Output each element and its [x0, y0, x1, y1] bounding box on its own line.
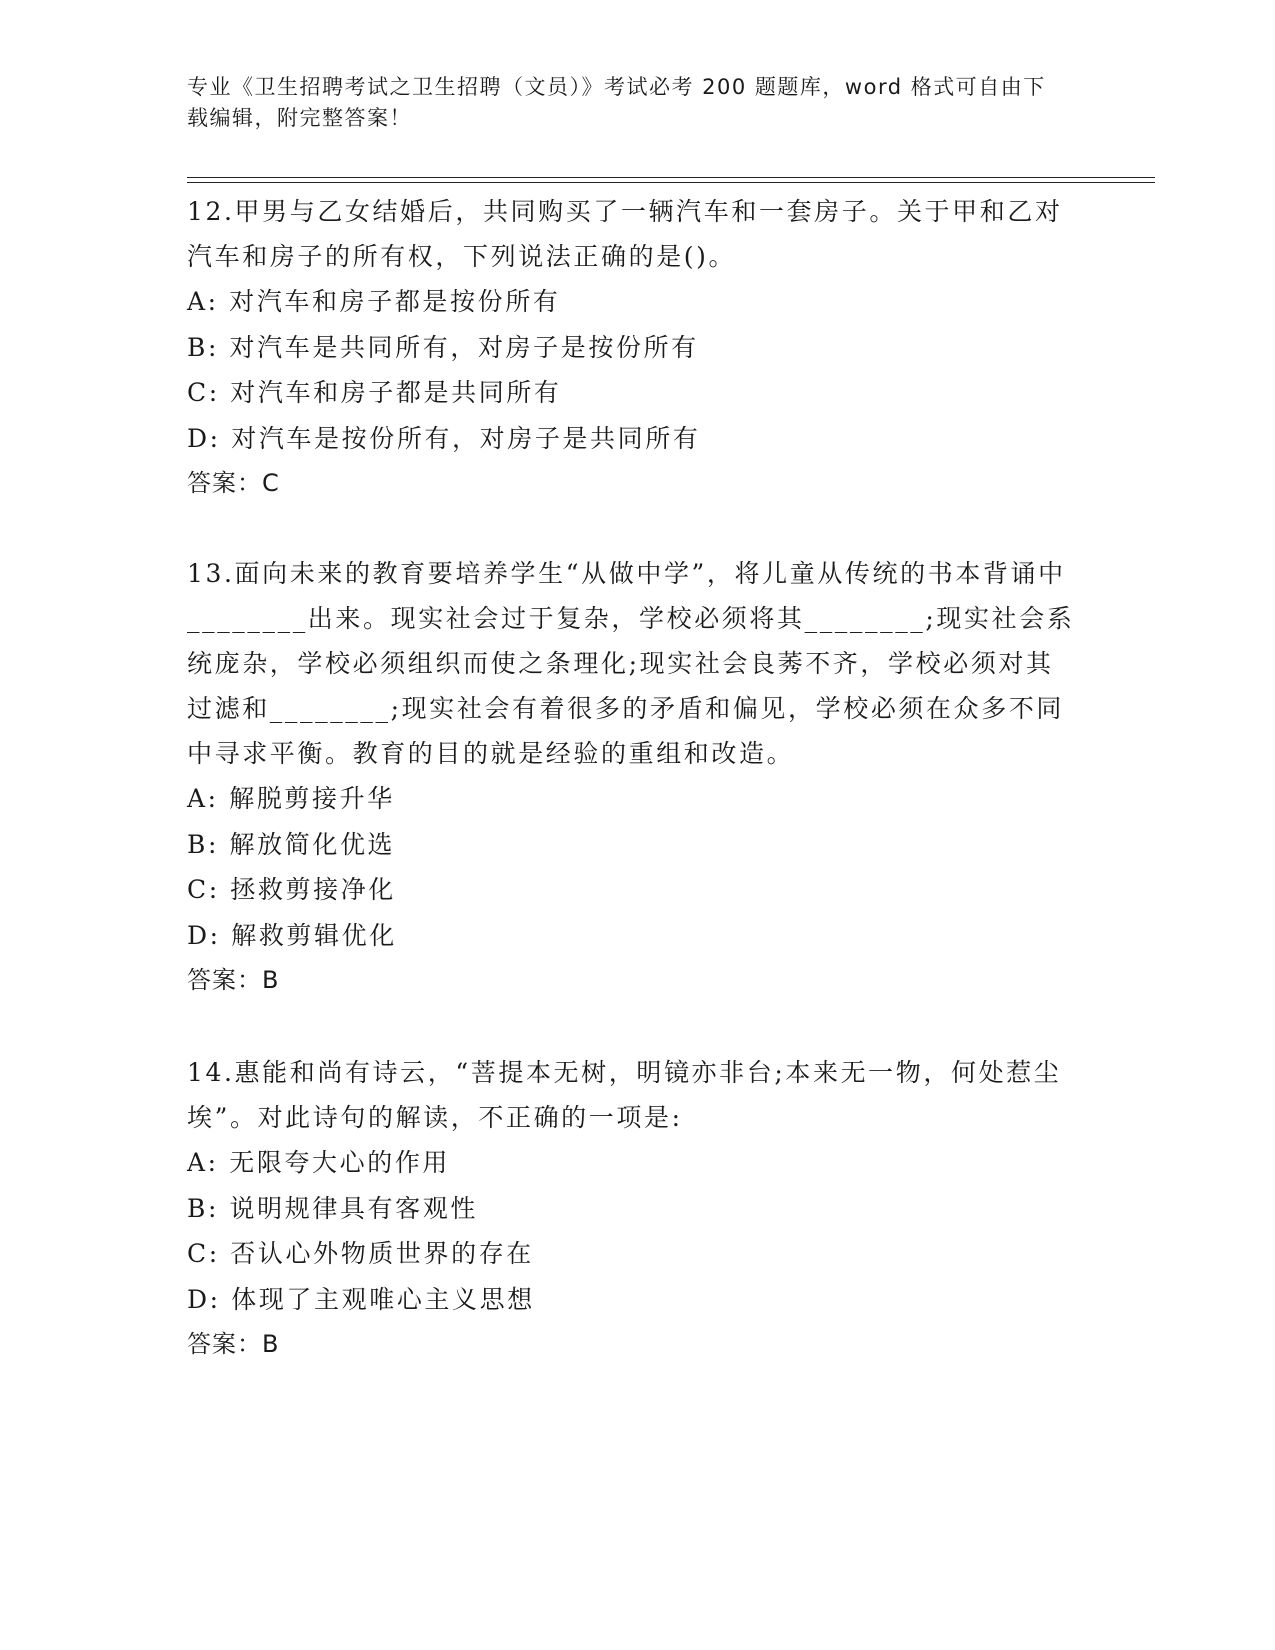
- question-text: 12.甲男与乙女结婚后，共同购买了一辆汽车和一套房子。关于甲和乙对汽车和房子的所有权，下列说法正确的是()。: [187, 197, 1063, 271]
- option-d: D: 对汽车是按份所有，对房子是共同所有: [187, 423, 701, 453]
- answer: 答案：B: [187, 1330, 280, 1358]
- question-13: [187, 551, 1077, 1003]
- header-rule-bottom: [187, 182, 1155, 183]
- option-c: C: 拯救剪接净化: [187, 875, 396, 904]
- option-c: C: 否认心外物质世界的存在: [187, 1239, 534, 1268]
- option-b: B: 对汽车是共同所有，对房子是按份所有: [187, 332, 699, 362]
- option-a: A: 无限夸大心的作用: [187, 1148, 451, 1177]
- option-d: D: 体现了主观唯心主义思想: [187, 1284, 535, 1314]
- question-14: [187, 1050, 1077, 1367]
- option-d: D: 解救剪辑优化: [187, 920, 397, 950]
- question-text: 14.惠能和尚有诗云，“菩提本无树，明镜亦非台;本来无一物，何处惹尘埃”。对此诗句的解读，不正确的一项是:: [187, 1058, 1062, 1132]
- answer: 答案：B: [187, 966, 280, 994]
- option-a: A: 对汽车和房子都是按份所有: [187, 287, 561, 316]
- option-c: C: 对汽车和房子都是共同所有: [187, 378, 562, 407]
- document-header: 专业《卫生招聘考试之卫生招聘（文员）》考试必考 200 题题库，word 格式可自由下载编辑，附完整答案！: [187, 75, 1046, 130]
- header-rule-top: [187, 177, 1155, 178]
- option-a: A: 解脱剪接升华: [187, 784, 395, 813]
- question-text: 13.面向未来的教育要培养学生“从做中学”，将儿童从传统的书本背诵中________出来。现实社会过于复杂，学校必须将其________;现实社会系统庞杂，学校必须组织而使之条理化;现实社会良莠不齐，学校必须对其过滤和________;现实社会有着很多的矛盾和偏见，学校必须在众多不同中寻求平衡。教育的目的就是经验的重组和改造。: [187, 559, 1075, 768]
- option-b: B: 解放简化优选: [187, 829, 396, 859]
- answer: 答案：C: [187, 469, 280, 497]
- option-b: B: 说明规律具有客观性: [187, 1193, 478, 1223]
- question-12: [187, 189, 1077, 506]
